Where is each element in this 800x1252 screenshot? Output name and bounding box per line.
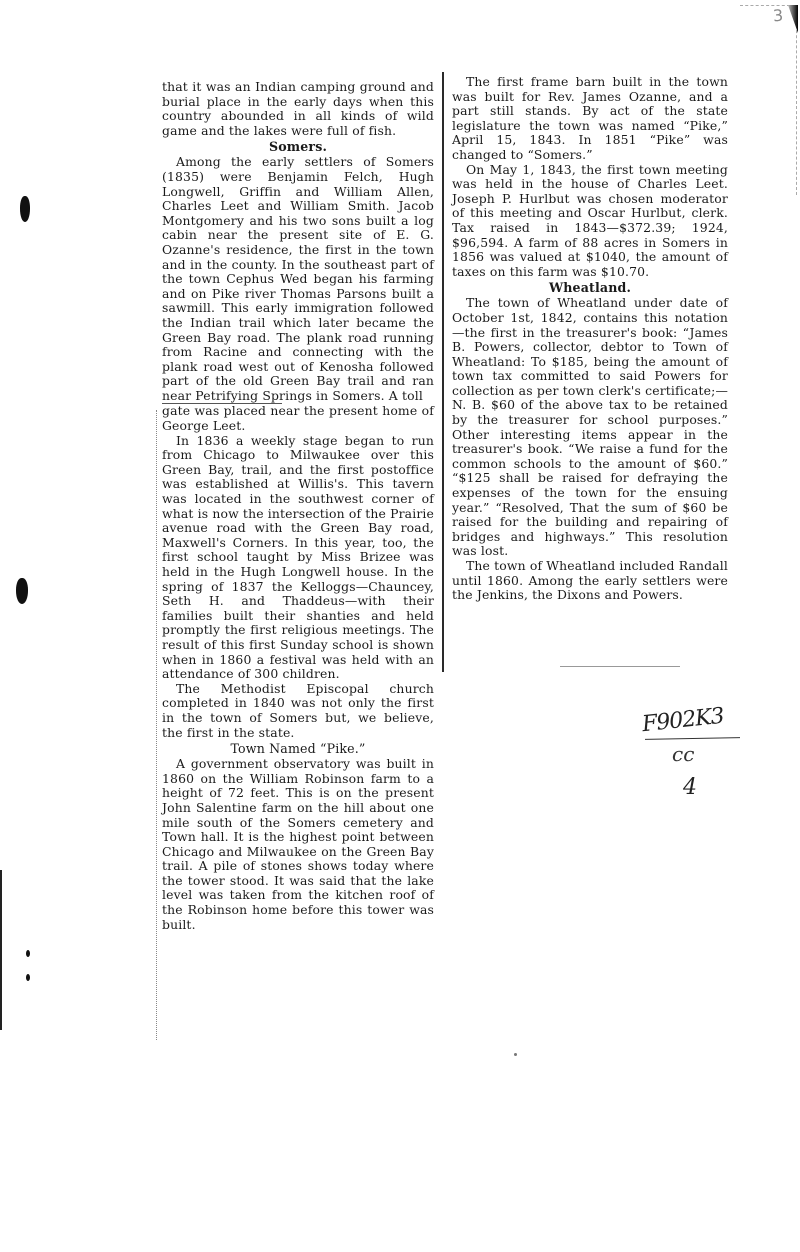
section-heading-somers: Somers.	[269, 139, 327, 155]
column-divider	[442, 72, 444, 672]
speck	[514, 1053, 517, 1056]
page-number-mark: 3	[772, 5, 784, 26]
article-column-right	[452, 75, 728, 603]
margin-dot	[26, 974, 30, 981]
section-heading-town-named-pike: Town Named “Pike.”	[230, 741, 366, 757]
paragraph: Among the early settlers of Somers (1835) were Benjamin Felch, Hugh Longwell, Griffin and William Allen, Charles Leet and William Smith. Jacob Montgomery and his two sons built a log cabin near the present site of E. G. Ozanne's residence, the first in the town and in the county. In the southeast part of the town Cephus Wed began his farming and on Pike river Thomas Parsons built a sawmill. This early immigration followed the Indian trail which later became the Green Bay road. The plank road running from Racine and connecting with the plank road west out of Kenosha followed part of the old Green Bay trail and ran near Petrifying Springs in Somers. A toll	[162, 154, 434, 403]
paragraph: The Methodist Episcopal church completed in 1840 was not only the first in the town of Somers but, we believe, the first in the state.	[162, 680, 434, 740]
paragraph: The town of Wheatland included Randall until 1860. Among the early settlers were the Jenkins, the Dixons and Powers.	[452, 558, 728, 603]
paragraph: On May 1, 1843, the first town meeting was held in the house of Charles Leet. Joseph P. Hurlbut was chosen moderator of this meeting and Oscar Hurlbut, clerk. Tax raised in 1843—$372.39; 1924, $96,594. A farm of 88 acres in Somers in 1856 was valued at $1040, the amount of taxes on this farm was $10.70.	[452, 161, 728, 279]
handwritten-underline	[645, 737, 740, 740]
handwritten-number: 4	[683, 775, 697, 800]
binding-hole-mark	[20, 196, 30, 222]
handwritten-catalog-code: F902K3	[640, 703, 725, 738]
paragraph: The town of Wheatland under date of October 1st, 1842, contains this notation—the first in the treasurer's book: “James B. Powers, collector, debtor to Town of Wheatland: To $185, being the amount of town tax committed to said Powers for collection as per town clerk's certificate;—N. B. $60 of the above tax to be retained by the treasurer for school purposes.” Other interesting items appear in the treasurer's book. “We raise a fund for the common schools to the amount of $60.” “$125 shall be raised for defraying the expenses of the town for the ensuing year.” “Resolved, That the sum of $60 be raised for the building and repairing of bridges and highways.” This resolution was lost.	[452, 295, 728, 559]
paragraph: that it was an Indian camping ground and burial place in the early days when this country abounded in all kinds of wild game and the lakes were full of fish.	[162, 79, 434, 138]
article-column-left	[162, 80, 434, 932]
scan-edge-left	[0, 870, 2, 1030]
paragraph: In 1836 a weekly stage began to run from Chicago to Milwaukee over this Green Bay, trail, and the first postoffice was established at Willis's. This tavern was located in the southwest corner of what is now the intersection of the Prairie avenue road with the Green Bay road, Maxwell's Corners. In this year, too, the first school taught by Miss Brizee was held in the Hugh Longwell house. In the spring of 1837 the Kelloggs—Chauncey, Seth H. and Thaddeus—with their families built their shanties and held promptly the first religious meetings. The result of this first Sunday school is shown when in 1860 a festival was held with an attendance of 300 children.	[162, 432, 434, 682]
binding-hole-mark	[16, 578, 28, 604]
paragraph: gate was placed near the present home of George Leet.	[162, 403, 434, 434]
scan-corner-shadow	[788, 5, 798, 33]
paragraph: A government observatory was built in 1860 on the William Robinson farm to a height of 72 feet. This is on the present John Salentine farm on the hill about one mile south of the Somers cemetery and Town hall. It is the highest point between Chicago and Milwaukee on the Green Bay trail. A pile of stones shows today where the tower stood. It was said that the lake level was taken from the kitchen roof of the Robinson home before this tower was built.	[162, 756, 434, 932]
paragraph: The first frame barn built in the town was built for Rev. James Ozanne, and a part still stands. By act of the state legislature the town was named “Pike,” April 15, 1843. In 1851 “Pike” was changed to “Somers.”	[452, 74, 728, 162]
clipping-end-rule	[560, 666, 680, 667]
handwritten-cc: cc	[672, 742, 695, 766]
margin-dot	[26, 950, 30, 957]
scan-edge-right	[796, 15, 797, 195]
clipping-edge-left	[156, 410, 157, 1040]
section-heading-wheatland: Wheatland.	[548, 280, 632, 296]
